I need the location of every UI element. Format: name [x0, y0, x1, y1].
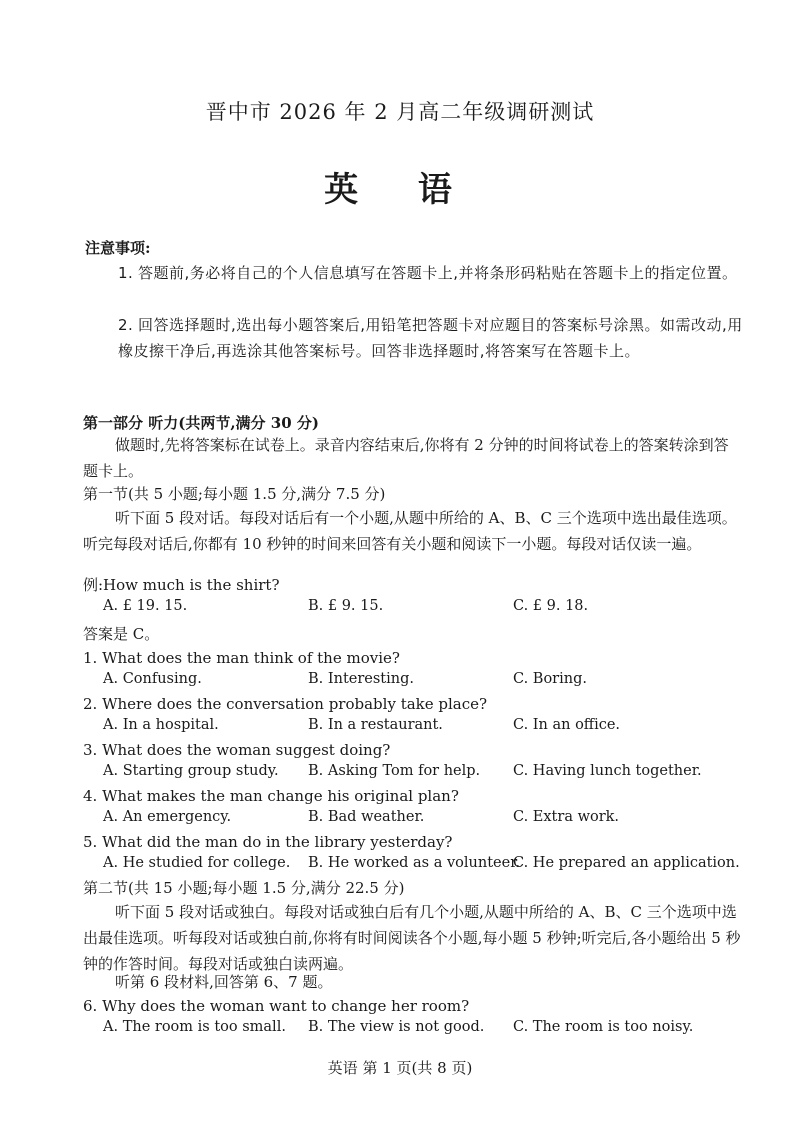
question-1-option-b: B. Interesting.	[308, 671, 414, 687]
section2-instructions: 听下面 5 段对话或独白。每段对话或独白后有几个小题,从题中所给的 A、B、C 三个选项中选出最佳选项。听每段对话或独白前,你将有时间阅读各个小题,每小题 5 秒钟;听完后,各小题给出 5 秒钟的作答时间。每段对话或独白读两遍。	[83, 903, 741, 973]
question-2: 2. Where does the conversation probably take place?	[83, 695, 488, 713]
notice-item-text: 答题前,务必将自己的个人信息填写在答题卡上,并将条形码粘贴在答题卡上的指定位置。	[138, 264, 738, 282]
section1-heading: 第一节(共 5 小题;每小题 1.5 分,满分 7.5 分)	[83, 485, 386, 503]
page-footer: 英语 第 1 页(共 8 页)	[327, 1059, 473, 1077]
exam-title: 晋中市 2026 年 2 月高二年级调研测试	[205, 100, 595, 124]
notice-item	[118, 260, 746, 286]
part1-heading: 第一部分 听力(共两节,满分 30 分)	[83, 414, 319, 432]
question-2-option-a: A. In a hospital.	[103, 717, 219, 733]
part1-intro: 做题时,先将答案标在试卷上。录音内容结束后,你将有 2 分钟的时间将试卷上的答案转涂到答题卡上。	[83, 436, 729, 480]
example-option-a: A. £ 19. 15.	[103, 598, 188, 614]
example-option-b: B. £ 9. 15.	[308, 598, 384, 614]
question-2-option-b: B. In a restaurant.	[308, 717, 443, 733]
question-6: 6. Why does the woman want to change her room?	[83, 997, 470, 1015]
question-2-option-c: C. In an office.	[513, 717, 621, 733]
question-6-option-a: A. The room is too small.	[103, 1019, 286, 1035]
question-4-option-c: C. Extra work.	[513, 809, 620, 825]
notice-item	[118, 312, 746, 364]
notice-item-number: 1.	[118, 264, 134, 282]
question-5-option-a: A. He studied for college.	[103, 855, 291, 871]
section2-heading: 第二节(共 15 小题;每小题 1.5 分,满分 22.5 分)	[83, 879, 405, 897]
subject-title: 英 语	[324, 170, 476, 210]
notice-heading: 注意事项:	[85, 239, 151, 257]
material-instruction: 听第 6 段材料,回答第 6、7 题。	[115, 973, 333, 991]
question-4-option-a: A. An emergency.	[103, 809, 232, 825]
question-3-option-c: C. Having lunch together.	[513, 763, 702, 779]
question-3-option-a: A. Starting group study.	[103, 763, 279, 779]
question-4-option-b: B. Bad weather.	[308, 809, 425, 825]
example-answer: 答案是 C。	[83, 625, 160, 643]
question-6-option-c: C. The room is too noisy.	[513, 1019, 694, 1035]
question-1-option-c: C. Boring.	[513, 671, 587, 687]
section1-instructions: 听下面 5 段对话。每段对话后有一个小题,从题中所给的 A、B、C 三个选项中选出最佳选项。听完每段对话后,你都有 10 秒钟的时间来回答有关小题和阅读下一小题。每段对话仅读一遍。	[83, 509, 737, 553]
question-6-option-b: B. The view is not good.	[308, 1019, 485, 1035]
question-3: 3. What does the woman suggest doing?	[83, 741, 391, 759]
question-4: 4. What makes the man change his original plan?	[83, 787, 459, 805]
example-option-c: C. £ 9. 18.	[513, 598, 589, 614]
question-5-option-b: B. He worked as a volunteer.	[308, 855, 521, 871]
question-1-option-a: A. Confusing.	[103, 671, 202, 687]
question-5: 5. What did the man do in the library yesterday?	[83, 833, 453, 851]
notice-item-text: 回答选择题时,选出每小题答案后,用铅笔把答题卡对应题目的答案标号涂黑。如需改动,用橡皮擦干净后,再选涂其他答案标号。回答非选择题时,将答案写在答题卡上。	[118, 316, 743, 360]
example-question: 例:How much is the shirt?	[83, 576, 280, 594]
question-1: 1. What does the man think of the movie?	[83, 649, 400, 667]
question-5-option-c: C. He prepared an application.	[513, 855, 740, 871]
notice-item-number: 2.	[118, 316, 134, 334]
question-3-option-b: B. Asking Tom for help.	[308, 763, 481, 779]
